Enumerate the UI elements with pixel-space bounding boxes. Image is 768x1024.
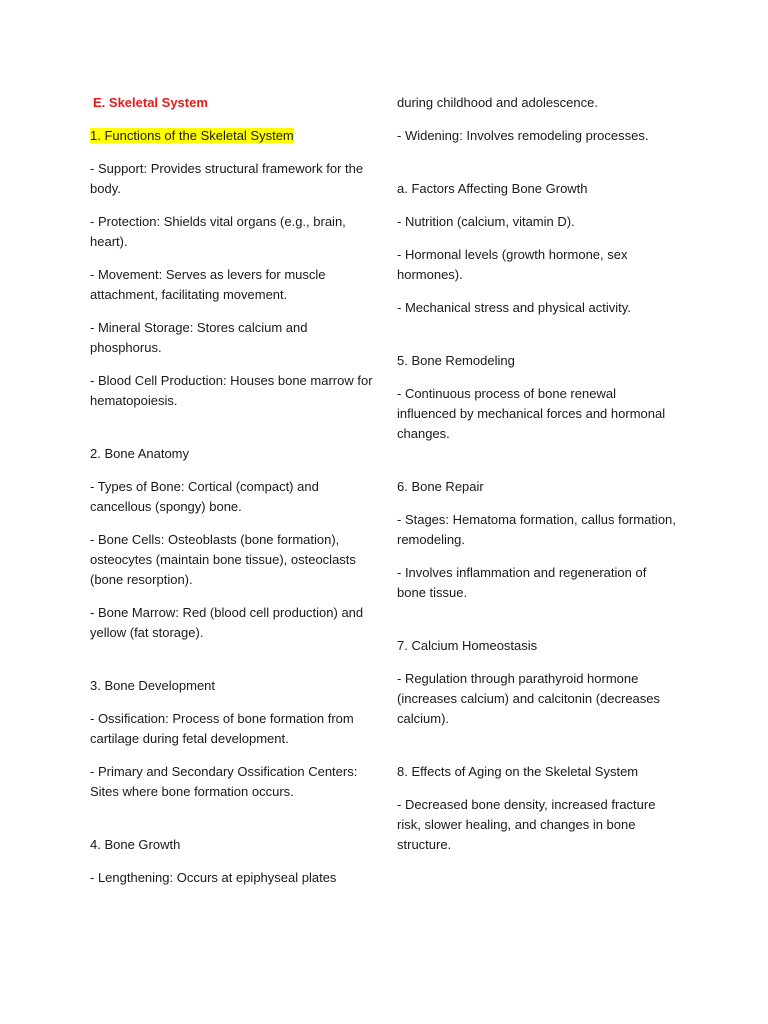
- section-heading-functions: [90, 126, 380, 146]
- section-heading-calcium: 7. Calcium Homeostasis: [397, 638, 538, 653]
- list-item: - Movement: Serves as levers for muscle attachment, facilitating movement.: [90, 267, 326, 302]
- continuation-text: during childhood and adolescence.: [397, 95, 598, 110]
- spacer: [397, 616, 677, 636]
- right-column: [397, 93, 677, 868]
- list-item: - Protection: Shields vital organs (e.g., brain, heart).: [90, 214, 346, 249]
- list-item: - Bone Marrow: Red (blood cell production) and yellow (fat storage).: [90, 605, 364, 640]
- section-heading-development: 3. Bone Development: [90, 678, 216, 693]
- section-heading-growth: 4. Bone Growth: [90, 837, 181, 852]
- spacer: [397, 457, 677, 477]
- section-heading-aging: 8. Effects of Aging on the Skeletal System: [397, 764, 639, 779]
- list-item: - Hormonal levels (growth hormone, sex hormones).: [397, 247, 628, 282]
- list-item: - Involves inflammation and regeneration of bone tissue.: [397, 565, 647, 600]
- list-item: - Continuous process of bone renewal influenced by mechanical forces and hormonal changes.: [397, 386, 666, 441]
- list-item: - Bone Cells: Osteoblasts (bone formation), osteocytes (maintain bone tissue), osteoclasts (bone resorption).: [90, 532, 356, 587]
- list-item: - Widening: Involves remodeling processes.: [397, 128, 649, 143]
- spacer: [397, 159, 677, 179]
- spacer: [397, 742, 677, 762]
- spacer: [90, 656, 380, 676]
- section-heading-remodeling: 5. Bone Remodeling: [397, 353, 515, 368]
- list-item: - Mineral Storage: Stores calcium and phosphorus.: [90, 320, 308, 355]
- subsection-heading-factors: a. Factors Affecting Bone Growth: [397, 181, 588, 196]
- spacer: [90, 424, 380, 444]
- list-item: - Ossification: Process of bone formation from cartilage during fetal development.: [90, 711, 354, 746]
- list-item: - Lengthening: Occurs at epiphyseal plates: [90, 870, 337, 885]
- list-item: - Primary and Secondary Ossification Centers: Sites where bone formation occurs.: [90, 764, 358, 799]
- list-item: - Support: Provides structural framework for the body.: [90, 161, 364, 196]
- list-item: - Blood Cell Production: Houses bone marrow for hematopoiesis.: [90, 373, 373, 408]
- spacer: [90, 815, 380, 835]
- highlighted-heading: 1. Functions of the Skeletal System: [90, 128, 294, 143]
- section-heading-anatomy: 2. Bone Anatomy: [90, 446, 190, 461]
- list-item: - Regulation through parathyroid hormone (increases calcium) and calcitonin (decreases calcium).: [397, 671, 661, 726]
- section-heading-repair: 6. Bone Repair: [397, 479, 484, 494]
- left-column: [90, 93, 380, 901]
- list-item: - Types of Bone: Cortical (compact) and cancellous (spongy) bone.: [90, 479, 319, 514]
- list-item: - Stages: Hematoma formation, callus formation, remodeling.: [397, 512, 676, 547]
- list-item: - Mechanical stress and physical activity.: [397, 300, 631, 315]
- document-title: E. Skeletal System: [93, 95, 208, 110]
- list-item: - Decreased bone density, increased fracture risk, slower healing, and changes in bone structure.: [397, 797, 656, 852]
- list-item: - Nutrition (calcium, vitamin D).: [397, 214, 575, 229]
- spacer: [397, 331, 677, 351]
